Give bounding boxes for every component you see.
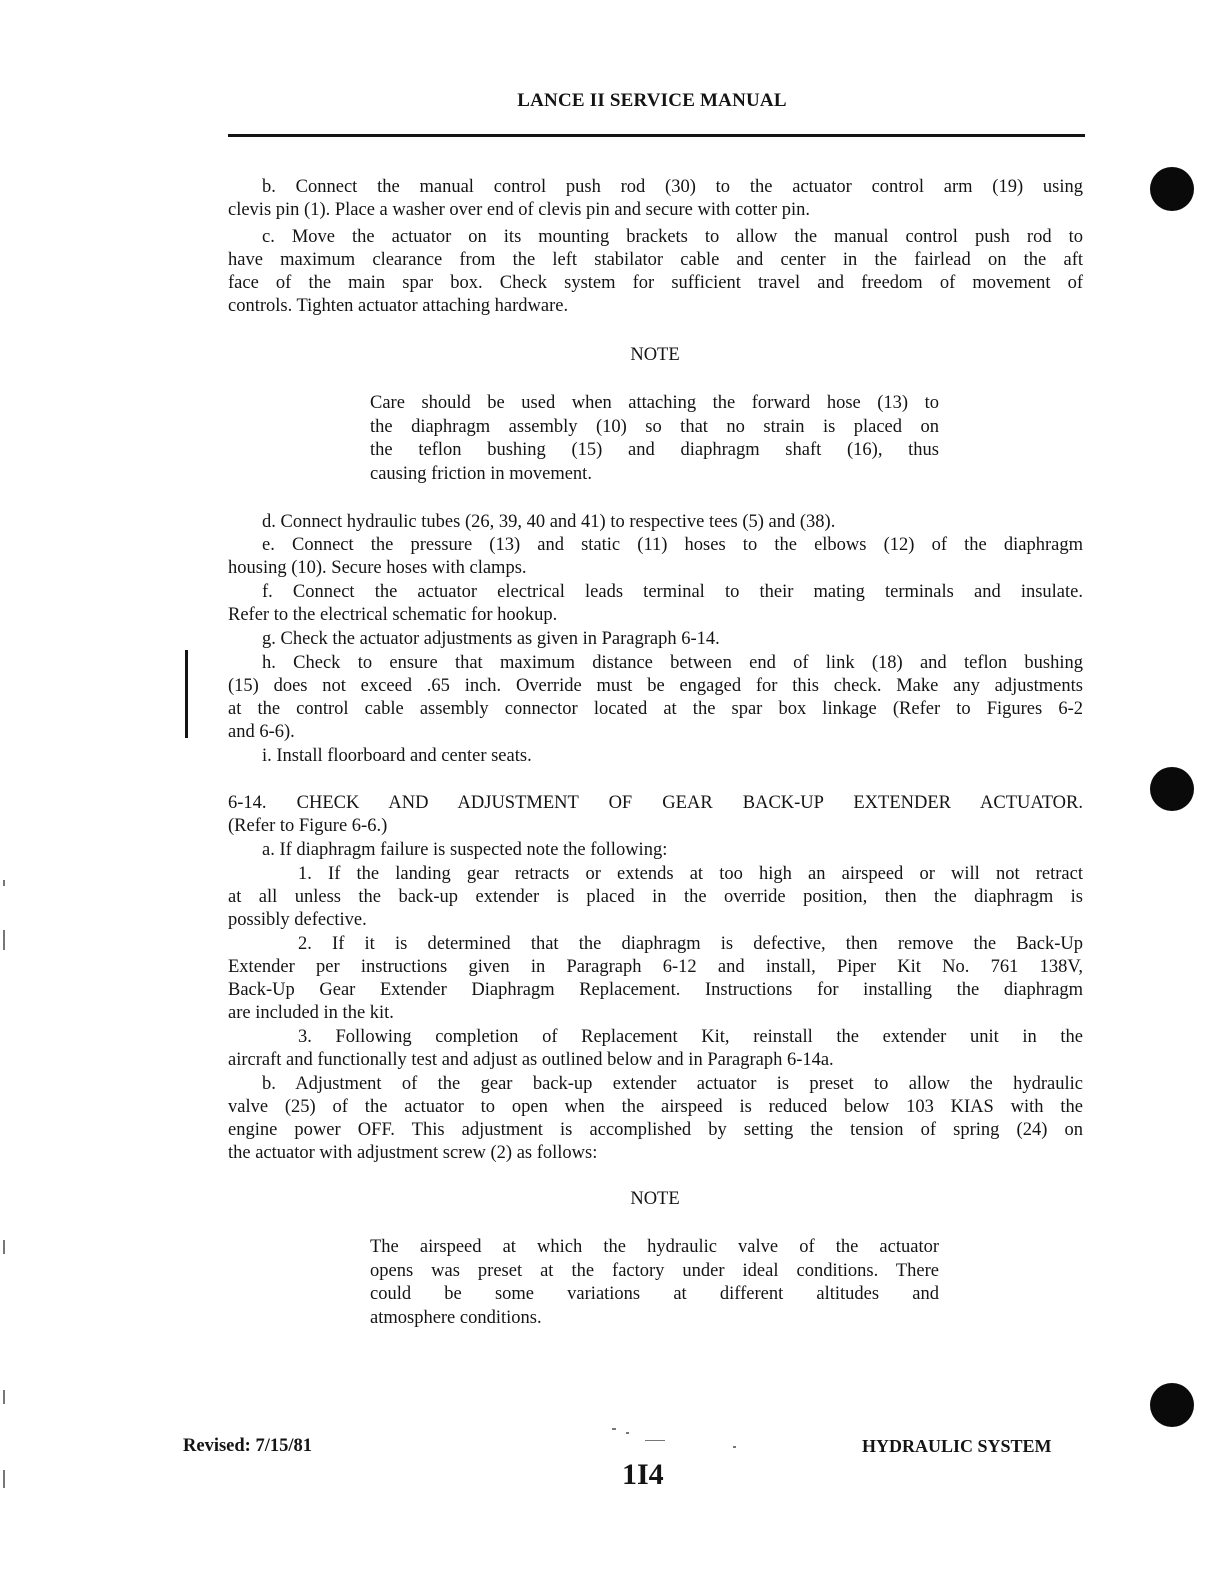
step-line: f. Connect the actuator electrical leads terminal to their mating terminals and insulate. bbox=[262, 582, 1083, 602]
section-6-14-line: a. If diaphragm failure is suspected note the following: bbox=[262, 840, 668, 860]
scan-speck bbox=[612, 1428, 616, 1430]
footer-page-number: 1I4 bbox=[622, 1458, 664, 1491]
binder-punch-hole bbox=[1150, 767, 1194, 811]
note-line: opens was preset at the factory under ideal conditions. There bbox=[370, 1260, 939, 1281]
paragraph-line: face of the main spar box. Check system for sufficient travel and freedom of movement of bbox=[228, 273, 1083, 293]
step-line: d. Connect hydraulic tubes (26, 39, 40 and 41) to respective tees (5) and (38). bbox=[262, 512, 836, 532]
paragraph-line: b. Connect the manual control push rod (30) to the actuator control arm (19) using bbox=[262, 177, 1083, 197]
note-title: NOTE bbox=[630, 1189, 680, 1209]
paragraph-line: clevis pin (1). Place a washer over end of clevis pin and secure with cotter pin. bbox=[228, 200, 811, 220]
section-6-14-line: Extender per instructions given in Paragraph 6-12 and install, Piper Kit No. 761 138V, bbox=[228, 957, 1083, 977]
scan-speck bbox=[3, 1470, 5, 1488]
note-line: The airspeed at which the hydraulic valve of the actuator bbox=[370, 1237, 939, 1257]
scan-speck bbox=[3, 880, 5, 886]
note-line: causing friction in movement. bbox=[370, 463, 592, 484]
step-line: h. Check to ensure that maximum distance between end of link (18) and teflon bushing bbox=[262, 653, 1083, 673]
scan-speck bbox=[3, 1390, 5, 1404]
step-line: g. Check the actuator adjustments as given in Paragraph 6-14. bbox=[262, 629, 720, 649]
section-6-14-line: engine power OFF. This adjustment is accomplished by setting the tension of spring (24) on bbox=[228, 1120, 1083, 1140]
note-title: NOTE bbox=[630, 345, 680, 365]
step-line: at the control cable assembly connector located at the spar box linkage (Refer to Figures 6-2 bbox=[228, 699, 1083, 719]
section-6-14-line: possibly defective. bbox=[228, 910, 367, 930]
footer-revised-date: Revised: 7/15/81 bbox=[183, 1436, 312, 1456]
page-header-title: LANCE II SERVICE MANUAL bbox=[517, 90, 787, 111]
note-line: the diaphragm assembly (10) so that no strain is placed on bbox=[370, 416, 939, 437]
scan-speck bbox=[645, 1440, 665, 1441]
note-line: Care should be used when attaching the forward hose (13) to bbox=[370, 393, 939, 413]
section-6-14-line: are included in the kit. bbox=[228, 1003, 394, 1023]
section-6-14-line: aircraft and functionally test and adjust as outlined below and in Paragraph 6-14a. bbox=[228, 1050, 834, 1070]
step-line: Refer to the electrical schematic for hookup. bbox=[228, 605, 558, 625]
section-6-14-line: valve (25) of the actuator to open when the airspeed is reduced below 103 KIAS with the bbox=[228, 1097, 1083, 1117]
step-line: (15) does not exceed .65 inch. Override must be engaged for this check. Make any adjustments bbox=[228, 676, 1083, 696]
step-line: and 6-6). bbox=[228, 722, 295, 742]
step-line: housing (10). Secure hoses with clamps. bbox=[228, 558, 527, 578]
paragraph-line: have maximum clearance from the left stabilator cable and center in the fairlead on the aft bbox=[228, 250, 1083, 270]
section-6-14-line: Back-Up Gear Extender Diaphragm Replacement. Instructions for installing the diaphragm bbox=[228, 980, 1083, 1000]
section-6-14-line: 1. If the landing gear retracts or extends at too high an airspeed or will not retract bbox=[298, 864, 1083, 884]
revision-change-bar bbox=[185, 650, 188, 738]
note-line: the teflon bushing (15) and diaphragm shaft (16), thus bbox=[370, 440, 939, 460]
binder-punch-hole bbox=[1150, 167, 1194, 211]
step-line: e. Connect the pressure (13) and static (11) hoses to the elbows (12) of the diaphragm bbox=[262, 535, 1083, 555]
section-6-14-line: 2. If it is determined that the diaphragm is defective, then remove the Back-Up bbox=[298, 934, 1083, 954]
section-6-14-line: 3. Following completion of Replacement Kit, reinstall the extender unit in the bbox=[298, 1027, 1083, 1047]
section-6-14-line: the actuator with adjustment screw (2) as follows: bbox=[228, 1143, 598, 1163]
header-rule bbox=[228, 134, 1085, 137]
binder-punch-hole bbox=[1150, 1383, 1194, 1427]
note-line: could be some variations at different altitudes and bbox=[370, 1284, 939, 1304]
scan-speck bbox=[3, 930, 5, 950]
scan-speck bbox=[733, 1446, 736, 1448]
section-6-14-line: b. Adjustment of the gear back-up extender actuator is preset to allow the hydraulic bbox=[262, 1074, 1083, 1094]
section-6-14-line: at all unless the back-up extender is placed in the override position, then the diaphragm is bbox=[228, 887, 1083, 907]
step-line: i. Install floorboard and center seats. bbox=[262, 746, 532, 766]
section-6-14-line: 6-14. CHECK AND ADJUSTMENT OF GEAR BACK-UP EXTENDER ACTUATOR. bbox=[228, 793, 1083, 813]
scan-speck bbox=[626, 1432, 629, 1434]
section-6-14-line: (Refer to Figure 6-6.) bbox=[228, 816, 388, 836]
paragraph-line: c. Move the actuator on its mounting brackets to allow the manual control push rod to bbox=[262, 227, 1083, 247]
footer-section-name: HYDRAULIC SYSTEM bbox=[862, 1436, 1052, 1456]
paragraph-line: controls. Tighten actuator attaching hardware. bbox=[228, 296, 569, 316]
scan-speck bbox=[3, 1240, 5, 1254]
note-line: atmosphere conditions. bbox=[370, 1307, 542, 1328]
